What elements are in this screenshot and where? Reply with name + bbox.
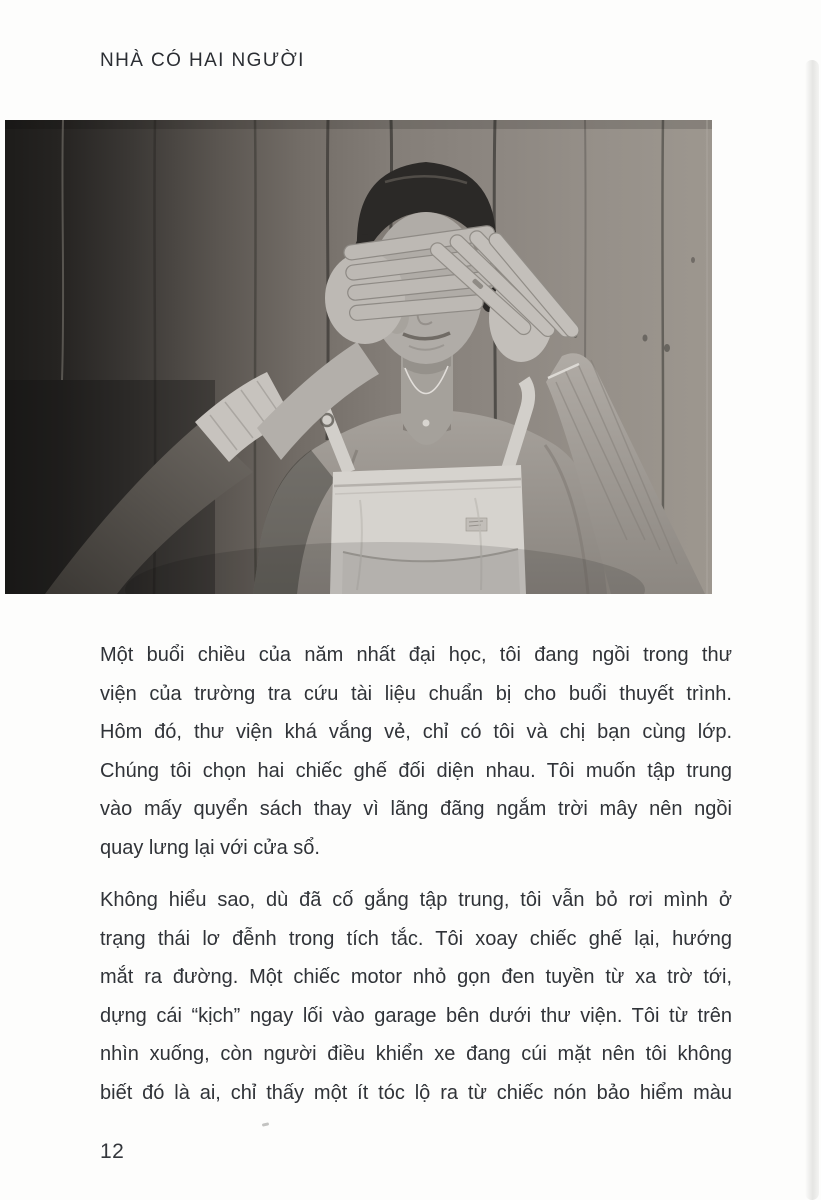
text-line: trạng thái lơ đễnh trong tích tắc. Tôi xoay chiếc ghế lại, hướng [100,927,732,950]
text-line: quay lưng lại với cửa sổ. [100,836,320,859]
text-line: Một buổi chiều của năm nhất đại học, tôi đang ngồi trong thư [100,644,732,666]
text-line: vào mấy quyển sách thay vì lãng đãng ngắm trời mây nên ngồi [100,798,732,820]
text-line: nhìn xuống, còn người điều khiển xe đang cúi mặt nên tôi không [100,1043,732,1065]
text-line: biết đó là ai, chỉ thấy một ít tóc lộ ra từ chiếc nón bảo hiểm màu [100,1081,732,1104]
text-line: mắt ra đường. Một chiếc motor nhỏ gọn đen tuyền từ xa trờ tới, [100,966,732,988]
running-header: NHÀ CÓ HAI NGƯỜI [100,50,305,71]
text-line: viện của trường tra cứu tài liệu chuẩn bị cho buổi thuyết trình. [100,682,732,705]
scan-speck [262,1122,269,1126]
text-line: Chúng tôi chọn hai chiếc ghế đối diện nhau. Tôi muốn tập trung [100,759,732,782]
page-number: 12 [100,1140,125,1163]
text-line: Hôm đó, thư viện khá vắng vẻ, chỉ có tôi và chị bạn cùng lớp. [100,721,732,743]
photo-illustration [5,120,712,594]
text-line: dựng cái “kịch” ngay lối vào garage bên dưới thư viện. Tôi từ trên [100,1004,732,1027]
paragraph-2 [100,881,732,1112]
paragraph-1 [100,636,732,867]
text-line: Không hiểu sao, dù đã cố gắng tập trung, tôi vẫn bỏ rơi mình ở [100,889,732,911]
photo [5,120,712,594]
page-edge-shadow [805,60,819,1200]
